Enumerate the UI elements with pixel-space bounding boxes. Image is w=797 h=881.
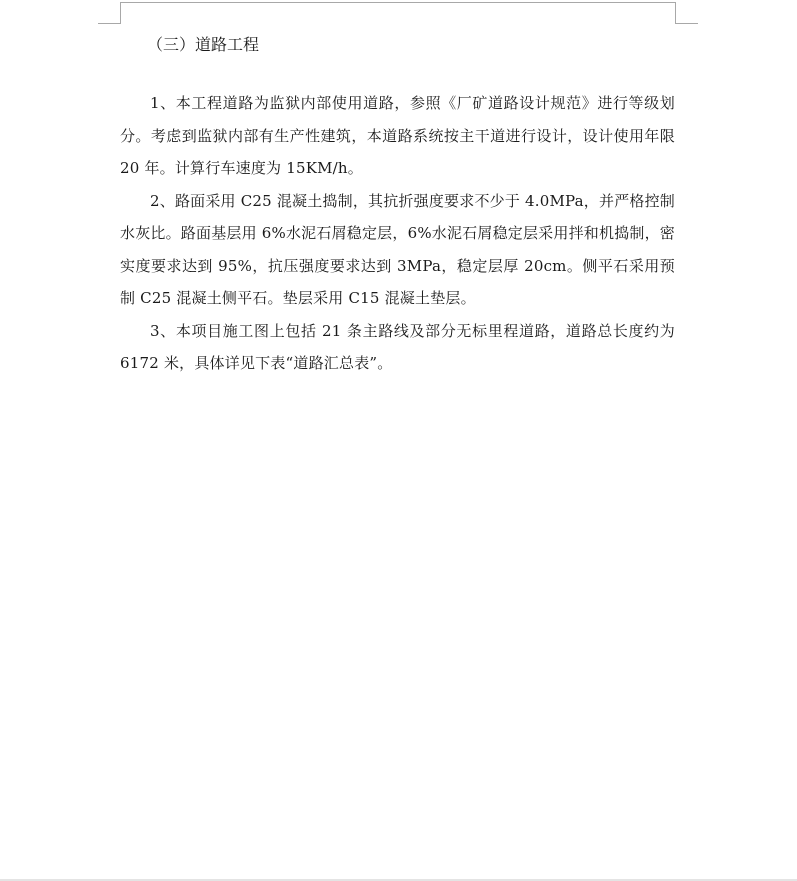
crop-mark-top-right-vertical [675, 2, 676, 24]
section-heading: （三）道路工程 [147, 35, 260, 54]
crop-mark-top-left-vertical [120, 2, 121, 24]
paragraph-3: 3、本项目施工图上包括 21 条主路线及部分无标里程道路，道路总长度约为 6172 米，具体详见下表“道路汇总表”。 [120, 321, 675, 372]
document-body[interactable] [120, 30, 675, 380]
paragraph-spacer [120, 60, 675, 87]
paragraph-2: 2、路面采用 C25 混凝土捣制，其抗折强度要求不少于 4.0MPa，并严格控制水灰比。路面基层用 6%水泥石屑稳定层，6%水泥石屑稳定层采用拌和机捣制，密实度要求达到 95%，抗压强度要求达到 3MPa，稳定层厚 20cm。侧平石采用预制 C25 混凝土侧平石。垫层采用 C15 混凝土垫层。 [120, 191, 675, 307]
page-top-border [120, 2, 676, 3]
crop-mark-top-left [98, 23, 120, 24]
crop-mark-top-right [676, 23, 698, 24]
paragraph-1: 1、本工程道路为监狱内部使用道路，参照《厂矿道路设计规范》进行等级划分。考虑到监狱内部有生产性建筑，本道路系统按主干道进行设计，设计使用年限 20 年。计算行车速度为 15KM/h。 [120, 94, 675, 177]
